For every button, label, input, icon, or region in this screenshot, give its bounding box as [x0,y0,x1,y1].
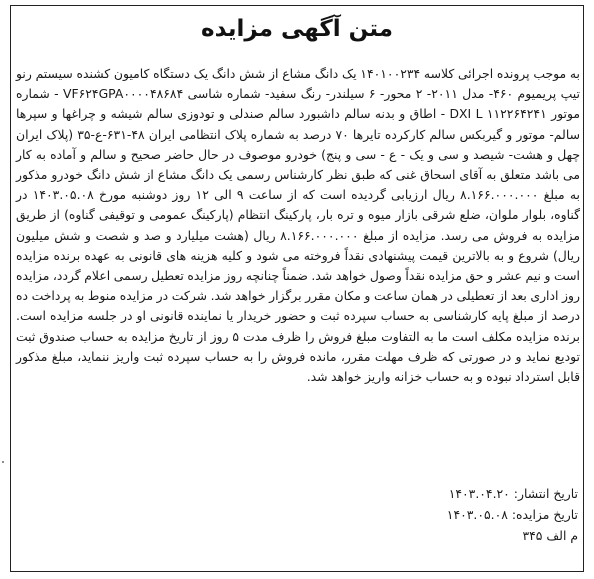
notice-title: متن آگهی مزایده [201,16,393,42]
notice-footer [447,483,578,546]
notice-body: به موجب پرونده اجرائی کلاسه ۱۴۰۱۰۰۲۳۴ یک دانگ مشاع از شش دانگ یک دستگاه کامیون کشنده سیستم رنو تیپ پریمیوم ۴۶۰- مدل ۲۰۱۱- ۲ محور- ۶ سیلندر- رنگ سفید- شماره شاسی VF۶۲۴GPA۰۰۰۰۴۸۶۸۴ - شماره موتور DXI L ۱۱۲۲۶۴۲۴۱ - اطاق و بدنه سالم داشبورد سالم صندلی و تودوزی سالم شیشه و چراغها و سپرها سالم- موتور و گیربکس سالم کارکرده تایرها ۷۰ درصد به شماره پلاک انتظامی ایران ۴۸-۶۳۱-ع-۳۵ (پلاک ایران چهل و هشت- شیصد و سی و یک - ع - سی و پنج) خودرو موصوف در حال حاضر صحیح و سالم و آماده به کار می باشد متعلق به آقای اسحاق غنی که طبق نظر کارشناس رسمی یک دانگ مشاع از شش دانگ خودرو مذکور به مبلغ ۸.۱۶۶.۰۰۰.۰۰۰ ریال ارزیابی گردیده است که از ساعت ۹ الی ۱۲ روز دوشنبه مورخ ۱۴۰۳.۰۵.۰۸ در گناوه، بلوار ملوان، ضلع شرقی بازار میوه و تره بار، پارکینگ انتظام (پارکینگ عمومی و توقیفی گناوه) از طریق مزایده به فروش می رسد. مزایده از مبلغ ۸.۱۶۶.۰۰۰.۰۰۰ ریال (هشت میلیارد و صد و شصت و شش میلیون ریال) شروع و به بالاترین قیمت پیشنهادی نقداً فروخته می شود و کلیه هزینه های قانونی به عهده برنده مزایده است و نیم عشر و حق مزایده نقداً وصول خواهد شد. ضمناً چنانچه روز مزایده تعطیل رسمی اعلام گردد، مزایده روز اداری بعد از تعطیلی در همان ساعت و مکان مقرر برگزار خواهد شد. شرکت در مزایده منوط به پرداخت ده درصد از مبلغ پایه کارشناسی به حساب سپرده ثبت و حضور خریدار یا نماینده قانونی او در جلسه مزایده است. برنده مزایده مکلف است ما به التفاوت مبلغ فروش را ظرف مدت ۵ روز از تاریخ مزایده به حساب صندوق ثبت تودیع نماید و در صورتی که ظرف مهلت مقرر، مانده فروش را به حساب سپرده ثبت واریز ننماید، مبلغ مذکور قابل استرداد نبوده و به حساب خزانه واریز خواهد شد. [16,66,581,385]
auction-date: تاریخ مزایده: ۱۴۰۳.۰۵.۰۸ [446,507,578,522]
reference-number: م الف ۳۴۵ [522,528,578,543]
margin-dot [2,461,4,463]
publish-date: تاریخ انتشار: ۱۴۰۳.۰۴.۲۰ [448,486,578,501]
